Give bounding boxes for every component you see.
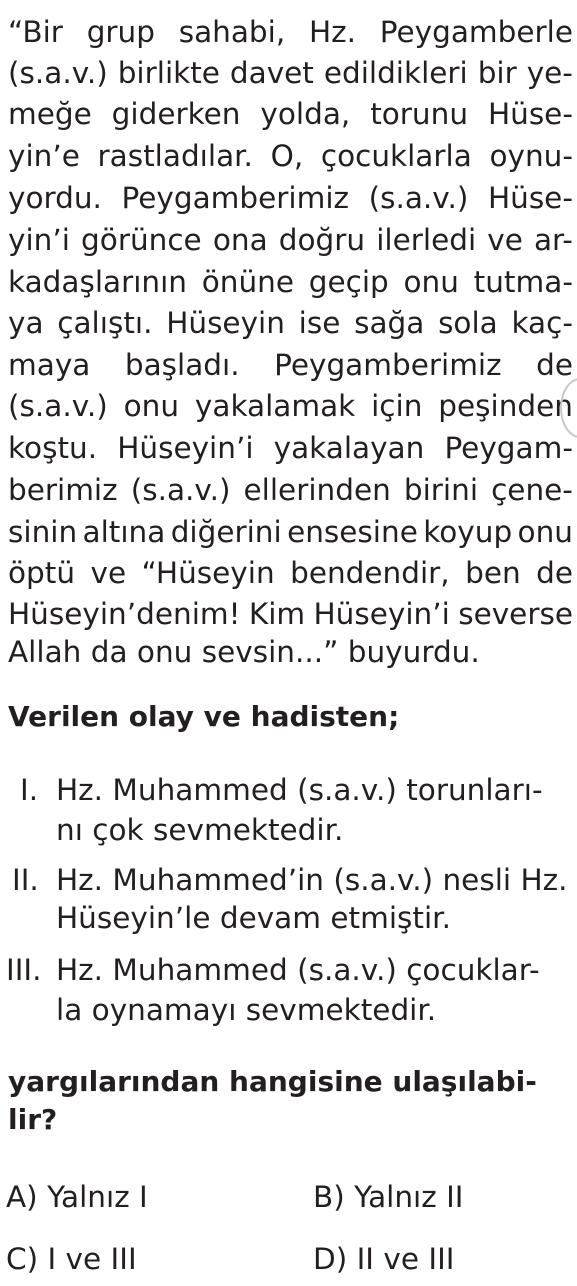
passage-word: doğru: [278, 223, 366, 257]
passage-word: bir: [477, 56, 517, 90]
passage-word: davet: [229, 56, 314, 90]
passage-word: torunu: [370, 97, 469, 131]
passage-word: berimiz: [8, 473, 118, 507]
passage-word: meğe: [8, 97, 92, 131]
passage-word: koyup: [423, 515, 513, 549]
passage-word: Peygam-: [444, 431, 573, 465]
passage-line: [8, 345, 573, 385]
statement-2-line-1: Hz. Muhammed’in (s.a.v.) nesli Hz.: [56, 863, 568, 897]
passage-word: yakalayan: [273, 431, 425, 465]
passage-word: Hüse-: [487, 97, 573, 131]
passage-word: geçip: [308, 265, 389, 299]
passage-line: [8, 53, 573, 93]
statement-3-line-1: Hz. Muhammed (s.a.v.) çocuklar-: [56, 953, 540, 987]
passage-line: [8, 553, 573, 593]
passage-line: [8, 594, 573, 634]
option-c[interactable]: C) I ve III: [6, 1242, 137, 1276]
passage-word: birini: [403, 473, 479, 507]
passage-word: Kim: [248, 597, 306, 631]
passage-word: kaç-: [511, 306, 573, 340]
passage-word: altına: [82, 515, 166, 549]
passage-word: onu: [123, 389, 180, 423]
passage-last-line: Allah da onu sevsin...” buyurdu.: [8, 635, 480, 669]
passage-line: [8, 220, 573, 260]
passage-word: ar-: [533, 223, 573, 257]
passage-word: çalıştı.: [57, 306, 153, 340]
passage-word: çocuklarla: [320, 139, 472, 173]
passage-word: öptü: [8, 556, 76, 590]
statement-3-line-2: la oynamayı sevmektedir.: [56, 993, 437, 1027]
passage-word: başladı.: [124, 348, 240, 382]
passage-word: diğerini: [170, 515, 282, 549]
passage-word: oynu-: [489, 139, 573, 173]
passage-word: yolda,: [260, 97, 351, 131]
passage-line: [8, 512, 573, 552]
passage-word: “Hüseyin: [141, 556, 275, 590]
passage-word: de: [536, 348, 573, 382]
passage-line: [8, 136, 573, 176]
passage-word: O,: [270, 139, 304, 173]
passage-word: “Bir: [8, 15, 63, 49]
passage-word: ve: [487, 223, 523, 257]
passage-line: [8, 178, 573, 218]
passage-line: [8, 303, 573, 343]
passage-word: (s.a.v.): [8, 56, 108, 90]
statement-2-line-2: Hüseyin’le devam etmiştir.: [56, 901, 451, 935]
passage-word: birlikte: [117, 56, 220, 90]
option-b[interactable]: B) Yalnız II: [313, 1180, 464, 1214]
passage-word: (s.a.v.): [130, 473, 231, 507]
statement-number-1: I.: [20, 773, 39, 807]
passage-word: Peygamberimiz: [121, 181, 350, 215]
passage-word: yin’i: [8, 223, 70, 257]
passage-word: kadaşlarının: [8, 265, 188, 299]
passage-word: ilerledi: [376, 223, 477, 257]
passage-line: [8, 386, 573, 426]
passage-word: edildikleri: [323, 56, 468, 90]
passage-word: görünce: [81, 223, 202, 257]
passage-word: Hüse-: [487, 181, 573, 215]
passage-word: (s.a.v.): [8, 389, 108, 423]
passage-line: [8, 94, 573, 134]
passage-word: ben: [465, 556, 521, 590]
passage-word: giderken: [111, 97, 241, 131]
passage-word: sağa: [354, 306, 425, 340]
passage-word: Hüseyin’i: [313, 597, 450, 631]
passage-word: (s.a.v.): [368, 181, 469, 215]
passage-line: [8, 12, 573, 52]
passage-word: Hz.: [308, 15, 357, 49]
passage-line: [8, 470, 573, 510]
passage-word: koştu.: [8, 431, 98, 465]
passage-word: Peygamberle: [379, 15, 573, 49]
passage-word: ellerinden: [243, 473, 391, 507]
passage-line: [8, 262, 573, 302]
passage-word: Hüseyin’i: [117, 431, 254, 465]
passage-word: sola: [438, 306, 498, 340]
passage-word: yakalamak: [194, 389, 356, 423]
passage-word: ya: [8, 306, 44, 340]
passage-word: onu: [403, 265, 459, 299]
statement-number-3: III.: [6, 953, 42, 987]
passage-word: için: [371, 389, 423, 423]
passage-word: yin’e: [8, 139, 80, 173]
option-d[interactable]: D) II ve III: [313, 1242, 455, 1276]
passage-word: ona: [212, 223, 268, 257]
passage-word: sinin: [8, 515, 78, 549]
passage-word: ve: [90, 556, 127, 590]
question-end-line-2: lir?: [8, 1103, 58, 1136]
passage-word: Hüseyin’denim!: [8, 597, 241, 631]
option-a[interactable]: A) Yalnız I: [6, 1180, 148, 1214]
passage-word: Peygamberimiz: [274, 348, 502, 382]
passage-word: severse: [458, 597, 573, 631]
passage-word: ensesine: [287, 515, 418, 549]
passage-word: Hüseyin: [166, 306, 285, 340]
passage-word: ise: [298, 306, 341, 340]
passage-word: ye-: [526, 56, 573, 90]
passage-word: yordu.: [8, 181, 102, 215]
passage-word: peşinden: [438, 389, 573, 423]
passage-line: [8, 428, 573, 468]
passage-word: onu: [517, 515, 573, 549]
statement-number-2: II.: [12, 863, 39, 897]
passage-word: tutma-: [473, 265, 573, 299]
passage-word: maya: [8, 348, 91, 382]
passage-word: çene-: [491, 473, 573, 507]
passage-word: grup: [86, 15, 155, 49]
question-end-line-1: yargılarından hangisine ulaşılabi-: [8, 1065, 537, 1098]
passage-word: bendendir,: [290, 556, 450, 590]
passage-word: sahabi,: [178, 15, 286, 49]
passage-word: de: [536, 556, 573, 590]
statement-1-line-1: Hz. Muhammed (s.a.v.) torunları-: [56, 773, 543, 807]
passage-word: rastladılar.: [97, 139, 253, 173]
passage-word: önüne: [201, 265, 295, 299]
statement-1-line-2: nı çok sevmektedir.: [56, 813, 344, 847]
question-intro: Verilen olay ve hadisten;: [8, 700, 400, 733]
